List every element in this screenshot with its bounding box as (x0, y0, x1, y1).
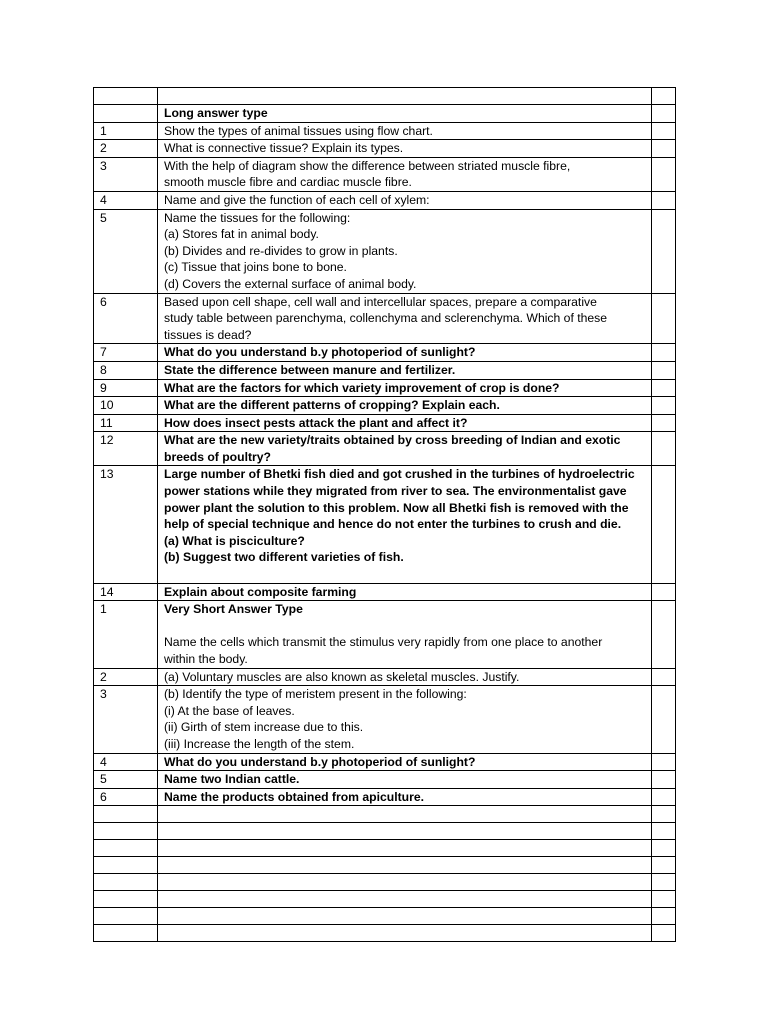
marks-cell (652, 857, 676, 874)
marks-cell (652, 686, 676, 753)
marks-cell (652, 908, 676, 925)
question-line: What are the new variety/traits obtained by cross breeding of Indian and exotic (164, 433, 621, 448)
question-number: 1 (94, 601, 158, 668)
question-text (158, 601, 652, 668)
table-row (94, 466, 676, 583)
table-row (94, 414, 676, 432)
question-cell (158, 908, 652, 925)
question-text (158, 140, 652, 158)
question-number: 2 (94, 668, 158, 686)
table-row-empty (94, 806, 676, 823)
question-cell (158, 925, 652, 942)
question-line: How does insect pests attack the plant and affect it? (164, 415, 468, 430)
section-heading-short: Very Short Answer Type (164, 602, 303, 617)
question-line: (b) Suggest two different varieties of fish. (164, 550, 404, 565)
number-cell (94, 840, 158, 857)
question-cell (158, 840, 652, 857)
marks-cell (652, 840, 676, 857)
marks-cell (652, 88, 676, 105)
question-number: 4 (94, 753, 158, 771)
table-row (94, 753, 676, 771)
table-row (94, 140, 676, 158)
question-cell (158, 806, 652, 823)
table-row-empty (94, 840, 676, 857)
table-row (94, 209, 676, 293)
question-number: 8 (94, 361, 158, 379)
table-row (94, 583, 676, 601)
question-line: What do you understand b.y photoperiod of sunlight? (164, 754, 476, 769)
question-line: help of special technique and hence do not enter the turbines to crush and die. (164, 517, 622, 532)
marks-cell (652, 122, 676, 140)
table-row-empty (94, 857, 676, 874)
table-row-empty (94, 823, 676, 840)
table-row-empty (94, 891, 676, 908)
question-text (158, 397, 652, 415)
table-row (94, 191, 676, 209)
question-number: 1 (94, 122, 158, 140)
question-line: Name the cells which transmit the stimulus very rapidly from one place to another (164, 635, 603, 650)
marks-cell (652, 209, 676, 293)
question-text (158, 157, 652, 191)
number-cell (94, 105, 158, 123)
question-text (158, 361, 652, 379)
question-cell (158, 891, 652, 908)
number-cell (94, 908, 158, 925)
question-line: Explain about composite farming (164, 584, 357, 599)
table-row (94, 432, 676, 466)
marks-cell (652, 361, 676, 379)
table-row-empty (94, 88, 676, 105)
marks-cell (652, 379, 676, 397)
marks-cell (652, 432, 676, 466)
question-text (158, 686, 652, 753)
table-row (94, 122, 676, 140)
question-text (158, 191, 652, 209)
marks-cell (652, 771, 676, 789)
question-line: What are the factors for which variety improvement of crop is done? (164, 380, 560, 395)
marks-cell (652, 157, 676, 191)
marks-cell (652, 925, 676, 942)
marks-cell (652, 891, 676, 908)
question-number: 2 (94, 140, 158, 158)
marks-cell (652, 668, 676, 686)
question-number: 3 (94, 157, 158, 191)
question-cell (158, 88, 652, 105)
table-row (94, 788, 676, 806)
question-number: 14 (94, 583, 158, 601)
blank-line (164, 618, 645, 635)
question-text (158, 379, 652, 397)
marks-cell (652, 105, 676, 123)
question-line: (a) What is pisciculture? (164, 533, 305, 548)
question-number: 5 (94, 209, 158, 293)
question-line: What are the different patterns of cropping? Explain each. (164, 398, 500, 413)
marks-cell (652, 397, 676, 415)
table-row (94, 361, 676, 379)
marks-cell (652, 466, 676, 583)
marks-cell (652, 191, 676, 209)
question-text (158, 122, 652, 140)
question-line: Large number of Bhetki fish died and got crushed in the turbines of hydroelectric (164, 467, 635, 482)
question-number: 7 (94, 344, 158, 362)
question-text (158, 583, 652, 601)
question-line: (i) At the base of leaves. (164, 703, 295, 718)
question-number: 12 (94, 432, 158, 466)
question-text (158, 344, 652, 362)
number-cell (94, 823, 158, 840)
question-number: 3 (94, 686, 158, 753)
question-line: (a) Voluntary muscles are also known as skeletal muscles. Justify. (164, 669, 520, 684)
marks-cell (652, 806, 676, 823)
marks-cell (652, 753, 676, 771)
table-row (94, 686, 676, 753)
question-line: power stations while they migrated from river to sea. The environmentalist gave (164, 484, 627, 499)
table-row (94, 668, 676, 686)
marks-cell (652, 293, 676, 344)
table-row-empty (94, 908, 676, 925)
question-text (158, 466, 652, 583)
number-cell (94, 857, 158, 874)
marks-cell (652, 788, 676, 806)
number-cell (94, 874, 158, 891)
question-line: What do you understand b.y photoperiod of sunlight? (164, 345, 476, 360)
marks-cell (652, 583, 676, 601)
question-line: Name the tissues for the following: (164, 210, 351, 225)
question-number: 9 (94, 379, 158, 397)
question-line: (ii) Girth of stem increase due to this. (164, 720, 364, 735)
table-row (94, 379, 676, 397)
question-number: 6 (94, 293, 158, 344)
number-cell (94, 891, 158, 908)
long-answer-heading-row (94, 105, 676, 123)
question-line: Based upon cell shape, cell wall and intercellular spaces, prepare a comparative (164, 294, 597, 309)
marks-cell (652, 823, 676, 840)
question-line: Name two Indian cattle. (164, 772, 300, 787)
blank-line (164, 566, 645, 583)
question-line: (b) Divides and re-divides to grow in plants. (164, 243, 398, 258)
question-table (93, 87, 676, 942)
table-row-empty (94, 925, 676, 942)
table-row (94, 344, 676, 362)
question-text (158, 753, 652, 771)
question-text (158, 668, 652, 686)
question-line: Name the products obtained from apiculture. (164, 789, 425, 804)
question-line: What is connective tissue? Explain its types. (164, 141, 404, 156)
table-row-empty (94, 874, 676, 891)
question-text (158, 293, 652, 344)
question-cell (158, 823, 652, 840)
question-line: Show the types of animal tissues using flow chart. (164, 123, 433, 138)
marks-cell (652, 344, 676, 362)
question-number: 11 (94, 414, 158, 432)
question-cell (158, 857, 652, 874)
table-row (94, 293, 676, 344)
question-number: 13 (94, 466, 158, 583)
question-line: (b) Identify the type of meristem present in the following: (164, 687, 467, 702)
question-line: tissues is dead? (164, 327, 252, 342)
question-number: 6 (94, 788, 158, 806)
number-cell (94, 925, 158, 942)
question-line: Name and give the function of each cell of xylem: (164, 192, 430, 207)
question-line: smooth muscle fibre and cardiac muscle fibre. (164, 175, 412, 190)
question-number: 4 (94, 191, 158, 209)
question-line: study table between parenchyma, collenchyma and sclerenchyma. Which of these (164, 311, 608, 326)
marks-cell (652, 874, 676, 891)
marks-cell (652, 414, 676, 432)
number-cell (94, 88, 158, 105)
table-row (94, 771, 676, 789)
question-line: With the help of diagram show the difference between striated muscle fibre, (164, 158, 571, 173)
question-line: (d) Covers the external surface of animal body. (164, 276, 417, 291)
question-text (158, 209, 652, 293)
question-line: within the body. (164, 652, 248, 666)
question-line: breeds of poultry? (164, 449, 271, 464)
marks-cell (652, 140, 676, 158)
question-number: 5 (94, 771, 158, 789)
question-line: (iii) Increase the length of the stem. (164, 736, 355, 751)
question-line: power plant the solution to this problem. Now all Bhetki fish is removed with the (164, 500, 629, 515)
question-text (158, 414, 652, 432)
question-cell (158, 874, 652, 891)
section-heading-long: Long answer type (158, 105, 652, 123)
number-cell (94, 806, 158, 823)
question-line: (a) Stores fat in animal body. (164, 227, 319, 242)
table-row (94, 397, 676, 415)
question-text (158, 788, 652, 806)
table-row (94, 601, 676, 668)
question-number: 10 (94, 397, 158, 415)
question-text (158, 432, 652, 466)
question-line: (c) Tissue that joins bone to bone. (164, 260, 347, 275)
question-line: State the difference between manure and fertilizer. (164, 362, 456, 377)
table-row (94, 157, 676, 191)
question-text (158, 771, 652, 789)
marks-cell (652, 601, 676, 668)
